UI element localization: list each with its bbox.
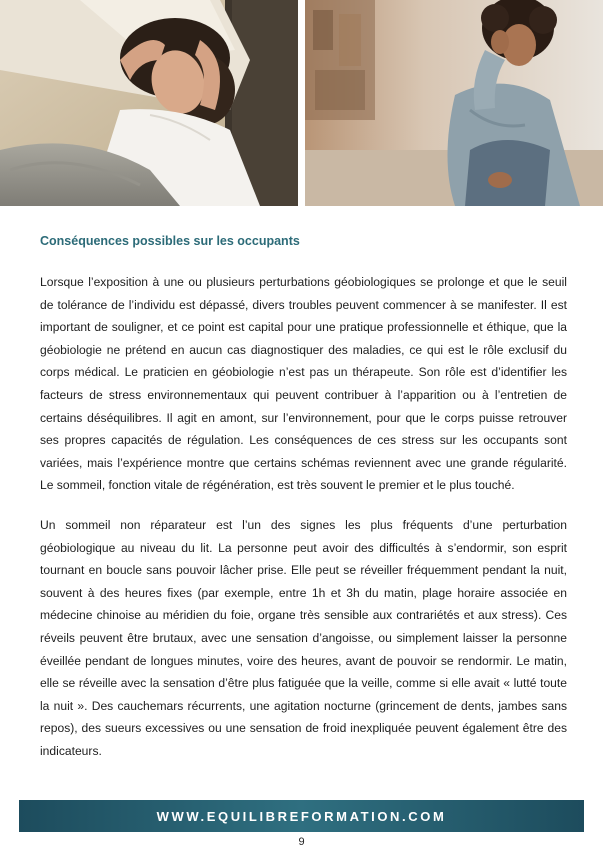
photo-sitting xyxy=(305,0,603,206)
body-paragraph-1: Lorsque l’exposition à une ou plusieurs perturbations géobiologiques se prolonge et que le seuil de tolérance de l’individu est dépassé, divers troubles peuvent commencer à se manifester. Il est important de souligner, et ce point est capital pour une pratique professionnelle et éthique, que la géobiologie ne prétend en aucun cas diagnostiquer des maladies, ce qui est le rôle exclusif du corps médical. Le praticien en géobiologie n’est pas un thérapeute. Son rôle est d’identifier les facteurs de stress environnementaux qui peuvent contribuer à l’apparition ou à l’entretien de certains déséquilibres. Il agit en amont, sur l’environnement, pour que le corps puisse retrouver ses propres capacités de régulation. Les conséquences de ces stress sur les occupants sont variées, mais l’expérience montre que certains schémas reviennent avec une grande régularité. Le sommeil, fonction vitale de régénération, est très souvent le premier et le plus touché. xyxy=(40,275,567,493)
section-heading: Conséquences possibles sur les occupants xyxy=(40,234,300,248)
photo-bed xyxy=(0,0,298,206)
page-number: 9 xyxy=(298,836,305,848)
footer-band xyxy=(19,800,584,832)
photo-woman-sitting-hand-on-head xyxy=(305,0,603,206)
photo-woman-lying-in-bed-holding-head xyxy=(0,0,298,206)
footer-website-url[interactable]: WWW.EQUILIBREFORMATION.COM xyxy=(156,808,447,824)
body-paragraph-2: Un sommeil non réparateur est l’un des signes les plus fréquents d’une perturbation géobiologique au niveau du lit. La personne peut avoir des difficultés à s’endormir, son esprit tournant en boucle sans pouvoir lâcher prise. Elle peut se réveiller fréquemment pendant la nuit, souvent à des heures fixes (par exemple, entre 1h et 3h du matin, plage horaire associée en médecine chinoise au méridien du foie, organe très sensible aux contrariétés et aux stress). Ces réveils peuvent être brutaux, avec une sensation d’angoisse, ou simplement laisser la personne éveillée pendant de longues minutes, voire des heures, avant de pouvoir se rendormir. Le matin, elle se réveille avec la sensation d’être plus fatiguée que la veille, comme si elle avait « lutté toute la nuit ». Des cauchemars récurrents, une agitation nocturne (grincement de dents, jambes sans repos), des sueurs excessives ou une sensation de froid inexpliquée peuvent également être des indicateurs. xyxy=(40,518,567,758)
